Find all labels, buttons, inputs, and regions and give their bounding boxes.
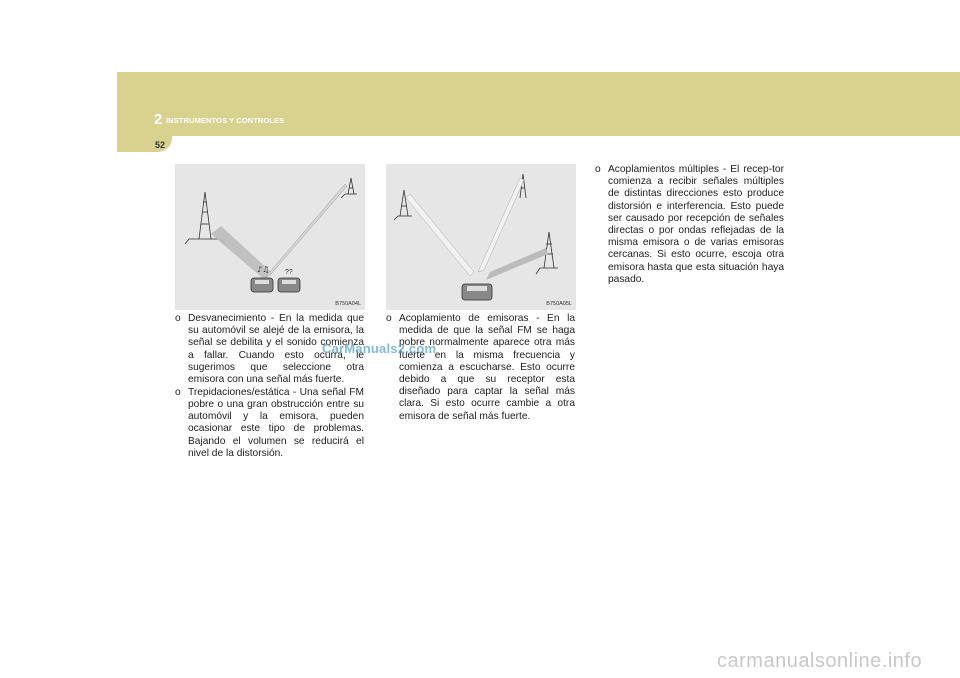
car-icon — [251, 278, 273, 292]
list-item-text: Acoplamientos múltiples - El recep-tor comienza a recibir señales múltiples de distintas direcciones esto produce distorsión e interferencia. Esto puede ser causado por recepción de señales directas o por ondas reflejadas de la misma emisora o de varias emisoras cercanas. Si esto ocurre, escoja otra emisora hasta que esta situación haya pasado. — [608, 164, 784, 285]
signal-arrow-icon — [478, 178, 524, 272]
text-column-3 — [595, 164, 784, 287]
text-column-2 — [386, 313, 575, 423]
chapter-number: 2 — [154, 111, 163, 128]
car-icon — [462, 284, 492, 300]
figure-code: B750A05L — [546, 301, 572, 307]
signal-arrow-icon — [406, 194, 474, 276]
overlay-watermark: CarManuals2.com — [322, 341, 437, 356]
figure-capture-illustration — [386, 164, 576, 310]
chapter-header-band — [117, 72, 960, 136]
list-item-text: Acoplamiento de emisoras - En la medida de que la señal FM se haga pobre normalmente aparece otra más fuerte en la misma frecuencia y comienza a escucharse. Esto ocurre debido a que su receptor esta diseñado para captar la señal más clara. Si esto ocurre cambie a otra emisora de señal más fuerte. — [399, 313, 575, 422]
capture-diagram — [386, 164, 576, 310]
list-item — [595, 164, 784, 286]
bullet-marker: o — [175, 386, 181, 398]
list-item-text: Trepidaciones/estática - Una señal FM pobre o una gran obstrucción entre su automóvil y la emisora, pueden ocasionar este tipo de problemas. Bajando el volumen se reducirá el nivel de la distorsión. — [188, 386, 364, 459]
signal-arrow-icon — [263, 184, 347, 280]
figure-fading-illustration — [175, 164, 365, 310]
text-column-1 — [175, 313, 364, 460]
list-item — [175, 387, 364, 460]
fading-diagram — [175, 164, 365, 310]
bullet-marker: o — [595, 164, 601, 175]
list-item-text: Desvanecimiento - En la medida que su automóvil se alejé de la emisora, la señal se debilita y el sonido comienza a fallar. Cuando esto ocurra, le sugerimos que seleccione otra emisora con una señal más fuerte. — [188, 313, 364, 386]
chapter-title: INSTRUMENTOS Y CONTROLES — [166, 116, 285, 125]
bullet-marker: o — [386, 313, 392, 324]
bullet-marker: o — [175, 313, 181, 324]
site-watermark: carmanualsonline.info — [717, 650, 923, 672]
signal-arrow-icon — [486, 248, 548, 280]
music-note-icon: ♪♫ — [257, 265, 270, 274]
signal-question-label: ?? — [285, 269, 293, 276]
car-icon — [278, 278, 300, 292]
figure-code: B750A04L — [335, 301, 361, 307]
list-item — [386, 313, 575, 423]
page-number: 52 — [155, 140, 166, 150]
